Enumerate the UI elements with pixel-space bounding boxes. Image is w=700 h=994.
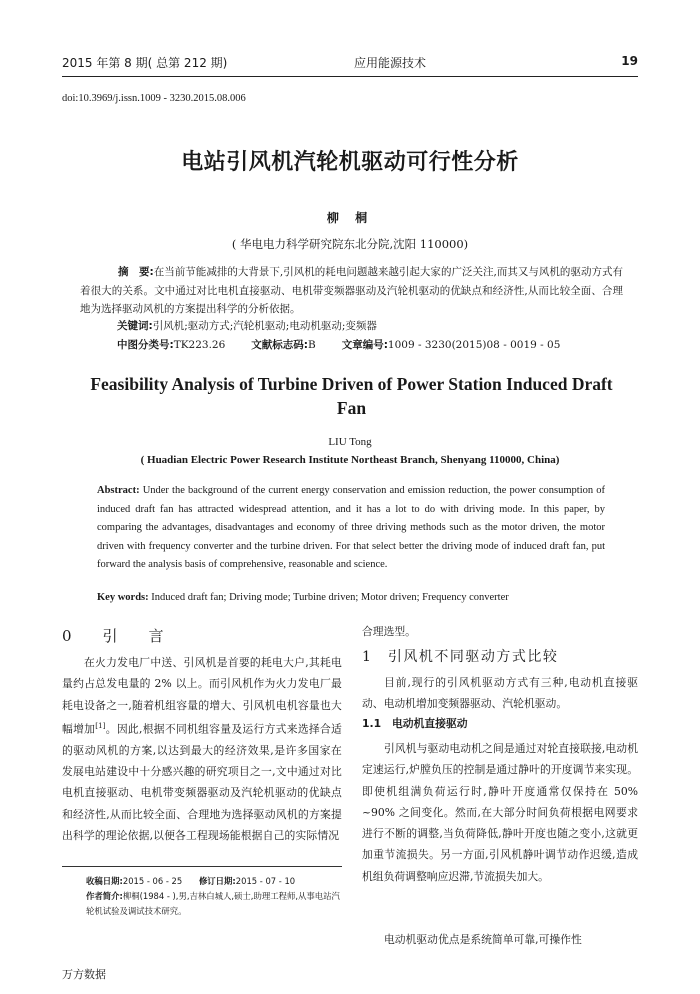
doc-code-label: 文献标志码:	[251, 339, 308, 351]
clc-value: TK223.26	[173, 339, 226, 351]
affiliation-cn: ( 华电电力科学研究院东北分院,沈阳 110000)	[231, 237, 469, 251]
author-en: LIU Tong	[328, 436, 372, 448]
section-0-text-a: 在火力发电厂中送、引风机是首要的耗电大户,其耗电量约占总发电量的 2% 以上。而引风机作为火力发电厂最耗电设备之一,随着机组容量的增大、引风机电机容量也大幅增加	[62, 656, 342, 736]
author-cn: 柳 桐	[326, 211, 374, 225]
doc-code-value: B	[308, 339, 316, 351]
clc-label: 中图分类号:	[117, 339, 174, 351]
abstract-cn	[80, 263, 623, 319]
classification-cn	[117, 337, 560, 352]
section-0-text-b: 。因此,根据不同机组容量及运行方式来选择合适的驱动风机的方案,以达到最大的经济效果,是许多国家在发展电站建设中十分感兴趣的研究项目之一,文中通过对比电机直接驱动、电机带变频器驱动及汽轮机驱动的优缺点和经济性,从而比较全面、合理地为选择驱动风机的方案提出科学的理论依据,以便各工程现场能根据自己的实际情况	[62, 722, 343, 842]
section-0-heading: 0 引 言	[62, 627, 172, 645]
abstract-cn-text: 在当前节能减排的大背景下,引风机的耗电问题越来越引起大家的广泛关注,而其又与风机的驱动方式有着很大的关系。文中通过对比电机直接驱动、电机带变频器驱动及汽轮机驱动的优缺点和经济性,从而比较全面、合理地为选择驱动风机的方案提出科学的分析依据。	[80, 266, 623, 315]
title-cn: 电站引风机汽轮机驱动可行性分析	[181, 150, 519, 175]
keywords-en-label: Key words:	[97, 592, 149, 603]
abstract-en-text: Under the background of the current energy conservation and emission reduction, the power consumption of induced draft fan has attracted widespread attention, and it has a lot to do with driving mode. In this paper, by comparing the advantages, disadvantages and economy of three driving methods such as the motor driven, the motor driven with frequency converter and the turbine driven. For that select better the driving mode of induced draft fan, put forward the analysis basis of comprehensive, reasonable and science.	[97, 485, 605, 570]
page-number: 19	[621, 54, 638, 68]
footnote	[86, 874, 348, 919]
keywords-en	[97, 592, 509, 603]
article-no-label: 文章编号:	[341, 339, 388, 351]
subsection-1-1-body: 引风机与驱动电动机之间是通过对轮直接联接,电动机定速运行,炉膛负压的控制是通过静叶的开度调节来实现。即使机组满负荷运行时,静叶开度通常仅保持在 50% ~90% 之间变化。然而,在大部分时间负荷根据电网要求进行不断的调整,当负荷降低,静叶开度也随之变小,这就更加重节流损失。另一方面,引风机静叶调节动作迟缓,造成机组负荷调整响应迟滞,节流损失加大。	[362, 742, 638, 883]
section-0-continuation: 合理选型。	[362, 625, 416, 638]
section-1-heading: 1 引风机不同驱动方式比较	[362, 649, 559, 665]
keywords-cn	[117, 318, 377, 333]
subsection-1-1-last-line: 电动机驱动优点是系统简单可靠,可操作性	[384, 933, 582, 946]
affiliation-en: ( Huadian Electric Power Research Institute Northeast Branch, Shenyang 110000, China)	[140, 454, 560, 466]
title-en: Feasibility Analysis of Turbine Driven of Power Station Induced Draft Fan	[90, 374, 613, 418]
keywords-cn-label: 关键词:	[117, 320, 153, 332]
footnote-bio: 作者简介:柳桐(1984 - ),男,吉林白城人,硕士,助理工程师,从事电站汽轮机试验及调试技术研究。	[86, 891, 340, 916]
footnote-dates: 收稿日期:2015 - 06 - 25 修订日期:2015 - 07 - 10	[86, 876, 296, 886]
watermark: 万方数据	[62, 968, 106, 981]
footnote-separator	[62, 866, 342, 867]
keywords-cn-text: 引风机;驱动方式;汽轮机驱动;电动机驱动;变频器	[152, 320, 377, 332]
reference-marker[interactable]: [1]	[95, 721, 106, 730]
doi: doi:10.3969/j.issn.1009 - 3230.2015.08.006	[62, 93, 246, 104]
keywords-en-text: Induced draft fan; Driving mode; Turbine driven; Motor driven; Frequency converter	[151, 592, 509, 603]
abstract-en-label: Abstract:	[97, 485, 140, 496]
section-1-intro: 目前,现行的引风机驱动方式有三种,电动机直接驱动、电动机增加变频器驱动、汽轮机驱动。	[362, 676, 638, 711]
section-0-body	[62, 652, 342, 846]
journal-name: 应用能源技术	[354, 56, 427, 70]
subsection-1-1-heading: 1.1 电动机直接驱动	[362, 717, 468, 730]
abstract-cn-label: 摘 要:	[118, 266, 154, 278]
page-header	[62, 52, 638, 77]
abstract-en	[97, 482, 605, 575]
issue-info: 2015 年第 8 期( 总第 212 期)	[62, 56, 228, 70]
article-no-value: 1009 - 3230(2015)08 - 0019 - 05	[387, 339, 561, 351]
